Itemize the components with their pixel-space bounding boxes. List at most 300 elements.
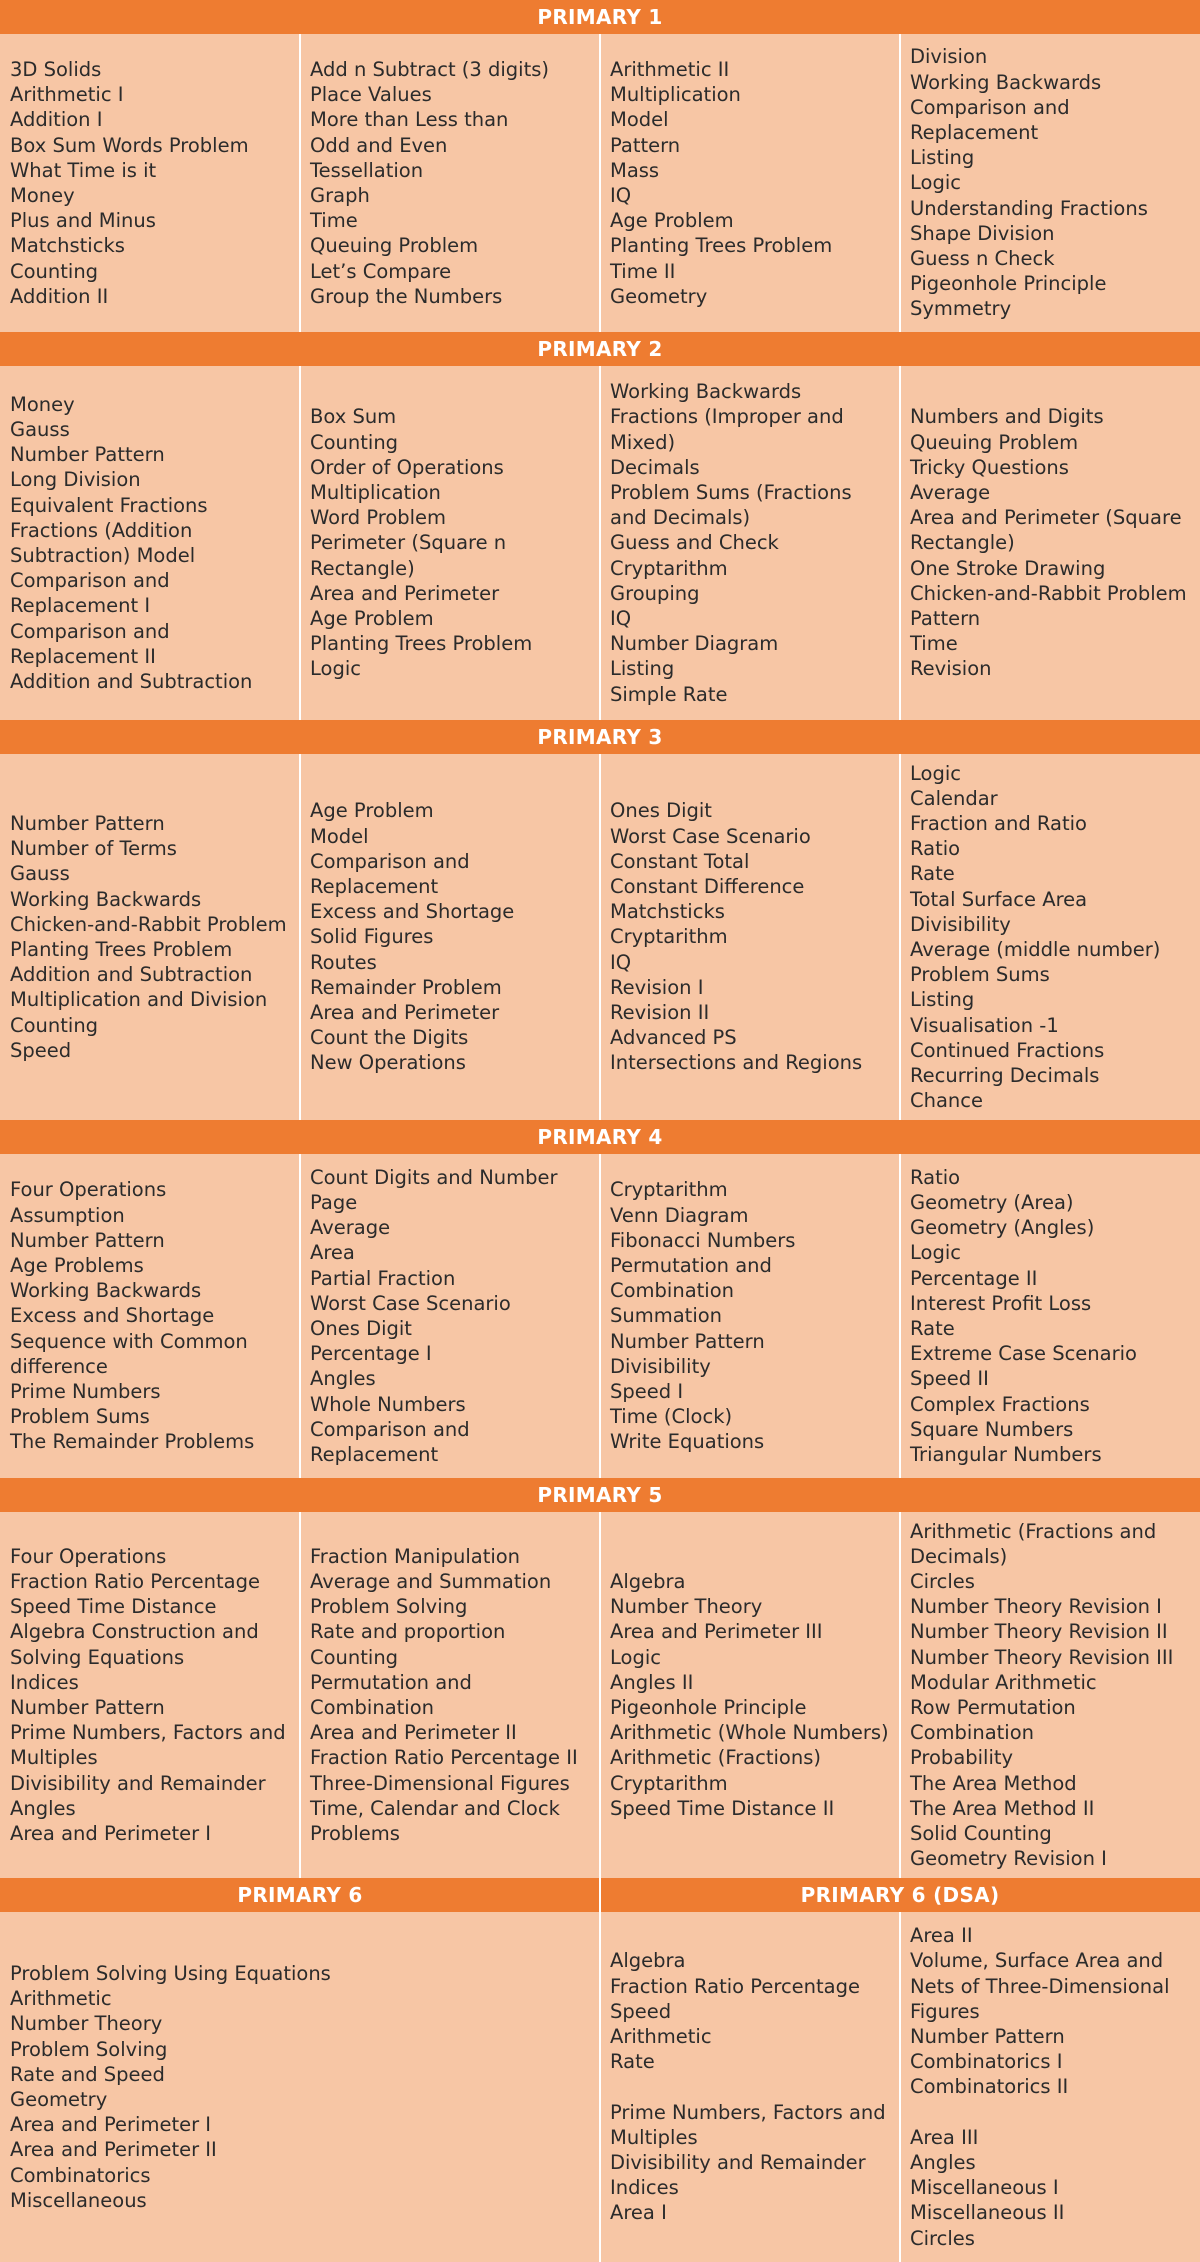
topic-item: Angles — [310, 1367, 376, 1391]
topic-list — [10, 811, 287, 1063]
topic-item: Excess and Shortage — [310, 900, 515, 924]
topic-item: Queuing Problem — [910, 430, 1079, 454]
p4-column-1 — [0, 1154, 300, 1478]
topic-list — [10, 57, 249, 309]
topic-item: Chance — [910, 1089, 984, 1113]
topic-item: Addition and Subtraction — [10, 963, 253, 987]
topic-item: Working Backwards — [10, 1279, 202, 1303]
topic-item: Partial Fraction — [310, 1266, 456, 1290]
section-header-primary-3: PRIMARY 3 — [0, 720, 1200, 754]
topic-item: Graph — [310, 184, 370, 207]
topic-item: Pigeonhole Principle — [910, 272, 1107, 296]
topic-item: Comparison and — [310, 849, 470, 873]
topic-list — [10, 392, 252, 694]
p3-column-4 — [900, 754, 1200, 1120]
topic-list — [910, 1519, 1173, 1872]
topic-item: Mixed) — [610, 430, 676, 454]
topic-item: Combinatorics — [10, 2163, 151, 2187]
topic-item: Replacement — [310, 874, 439, 898]
topic-item: One Stroke Drawing — [910, 556, 1106, 580]
topic-item: Extreme Case Scenario — [910, 1342, 1137, 1366]
list-spacer — [910, 2100, 1170, 2125]
topic-item: Addition and Subtraction — [10, 670, 253, 694]
topic-item: Counting — [310, 430, 399, 454]
topic-item: Write Equations — [610, 1430, 765, 1454]
topic-item: Counting — [310, 1645, 399, 1669]
topic-item: Algebra — [610, 1949, 686, 1973]
topic-item: Number Pattern — [10, 443, 165, 467]
topic-item: Number Theory Revision II — [910, 1620, 1168, 1644]
topic-item: Problem Solving — [310, 1595, 468, 1619]
topic-item: Problem Solving Using Equations — [10, 1961, 331, 1985]
topic-item: Visualisation -1 — [910, 1013, 1059, 1037]
topic-item: Circles — [910, 1569, 975, 1593]
p6-dsa-column-2 — [900, 1912, 1200, 2262]
topic-item: Geometry (Area) — [910, 1190, 1074, 1214]
topic-item: Area and Perimeter I — [10, 2113, 212, 2137]
topic-item: Modular Arithmetic — [910, 1670, 1097, 1694]
topic-item: Divisibility — [610, 1354, 711, 1378]
topic-item: Multiplication — [310, 480, 441, 504]
topic-item: Fraction Ratio Percentage — [610, 1974, 860, 1998]
topic-item: Divisibility and Remainder — [10, 1771, 266, 1795]
list-spacer — [610, 2074, 886, 2099]
topic-item: Speed — [610, 1999, 672, 2023]
topic-item: More than Less than — [310, 108, 509, 132]
topic-item: Geometry — [610, 284, 708, 308]
topic-item: Problem Sums (Fractions — [610, 480, 852, 504]
topic-item: Problem Sums — [10, 1405, 150, 1429]
topic-item: Area and Perimeter II — [10, 2138, 217, 2162]
column-divider — [899, 34, 901, 332]
topic-item: Replacement I — [10, 594, 151, 618]
topic-item: Plus and Minus — [10, 209, 156, 233]
topic-item: Rate — [910, 862, 955, 886]
column-divider — [299, 754, 301, 1120]
topic-item: Area I — [610, 2201, 667, 2225]
topic-item: Logic — [910, 761, 961, 785]
topic-item: Number Pattern — [910, 2025, 1065, 2048]
topic-item: Angles II — [610, 1670, 694, 1694]
topic-item: Ratio — [910, 837, 961, 861]
topic-item: Working Backwards — [910, 70, 1102, 94]
topic-item: What Time is it — [10, 158, 157, 182]
topic-item: Prime Numbers, Factors and — [610, 2100, 886, 2124]
topic-item: Let’s Compare — [310, 259, 452, 283]
topic-item: Number of Terms — [10, 837, 177, 861]
topic-list — [610, 798, 862, 1075]
p4-column-4 — [900, 1154, 1200, 1478]
p1-column-1 — [0, 34, 300, 332]
topic-item: Area and Perimeter (Square — [910, 506, 1182, 530]
topic-item: Geometry — [10, 2088, 108, 2111]
topic-item: Fraction Ratio Percentage — [10, 1569, 260, 1593]
topic-item: The Area Method II — [910, 1796, 1095, 1820]
section-header-primary-2: PRIMARY 2 — [0, 332, 1200, 366]
topic-item: The Remainder Problems — [10, 1430, 255, 1454]
topic-item: Routes — [310, 950, 377, 974]
topic-item: Logic — [910, 171, 961, 195]
topic-item: Gauss — [10, 862, 70, 886]
topic-item: Odd and Even — [310, 133, 448, 157]
topic-item: Time — [310, 209, 358, 233]
topic-item: Number Theory — [610, 1595, 763, 1619]
topic-item: Pigeonhole Principle — [610, 1696, 807, 1719]
topic-list — [310, 404, 532, 681]
topic-item: Cryptarithm — [610, 1771, 728, 1795]
topic-list — [310, 1544, 578, 1846]
topic-list — [910, 761, 1160, 1114]
topic-item: IQ — [610, 950, 632, 974]
topic-item: Whole Numbers — [310, 1392, 466, 1416]
p2-column-4 — [900, 366, 1200, 720]
topic-item: Angles — [910, 2151, 976, 2174]
p1-column-3 — [600, 34, 900, 332]
topic-item: Summation — [610, 1304, 723, 1328]
topic-item: Ones Digit — [610, 799, 712, 823]
topic-item: Equivalent Fractions — [10, 493, 208, 517]
topic-item: Advanced PS — [610, 1026, 737, 1050]
topic-item: Number Theory Revision III — [910, 1645, 1174, 1669]
topic-item: Guess and Check — [610, 531, 779, 555]
topic-item: Indices — [610, 2176, 679, 2200]
topic-item: Interest Profit Loss — [910, 1291, 1092, 1315]
topic-item: Decimals — [610, 455, 700, 479]
topic-item: Shape Division — [910, 221, 1055, 245]
topic-item: and Decimals) — [610, 506, 751, 530]
p5-column-2 — [300, 1512, 600, 1878]
topic-item: Multiples — [610, 2125, 698, 2149]
topic-item: Assumption — [10, 1203, 125, 1227]
topic-item: Number Theory Revision I — [910, 1595, 1162, 1619]
topic-item: Divisibility — [910, 912, 1011, 936]
topic-item: Comparison and — [910, 95, 1070, 119]
topic-item: Four Operations — [10, 1544, 167, 1568]
topic-item: Calendar — [910, 786, 998, 810]
topic-item: Miscellaneous — [10, 2188, 147, 2212]
topic-item: Matchsticks — [10, 234, 125, 258]
topic-item: Area and Perimeter — [310, 581, 500, 605]
topic-item: Box Sum Words Problem — [10, 133, 249, 157]
p1-column-2 — [300, 34, 600, 332]
topic-item: Age Problem — [310, 607, 434, 630]
topic-item: Area and Perimeter III — [610, 1620, 823, 1644]
topic-item: Group the Numbers — [310, 284, 503, 308]
topic-item: Arithmetic (Whole Numbers) — [610, 1721, 889, 1745]
topic-item: Working Backwards — [10, 887, 202, 911]
topic-item: Area II — [910, 1924, 973, 1948]
p2-column-2 — [300, 366, 600, 720]
topic-item: Multiplication and Division — [10, 988, 268, 1012]
topic-item: Planting Trees Problem — [310, 632, 533, 656]
topic-item: Queuing Problem — [310, 234, 479, 258]
topic-list — [610, 379, 852, 707]
topic-item: Total Surface Area — [910, 887, 1088, 911]
topic-item: Nets of Three-Dimensional — [910, 1974, 1170, 1998]
column-divider — [599, 34, 601, 332]
topic-item: Combination — [910, 1721, 1034, 1745]
topic-list — [310, 1165, 558, 1467]
topic-item: Fractions (Improper and — [610, 405, 844, 429]
topic-item: Speed — [10, 1038, 72, 1062]
topic-item: Planting Trees Problem — [610, 234, 833, 258]
topic-item: Intersections and Regions — [610, 1051, 863, 1075]
topic-item: Divisibility and Remainder — [610, 2151, 866, 2174]
topic-list — [910, 1165, 1137, 1467]
topic-item: Sequence with Common — [10, 1329, 248, 1353]
topic-item: Combination — [610, 1279, 734, 1303]
topic-item: Angles — [10, 1796, 76, 1820]
topic-item: Time, Calendar and Clock — [310, 1796, 560, 1820]
topic-item: Page — [310, 1190, 358, 1214]
topic-item: Decimals) — [910, 1544, 1008, 1568]
topic-item: Indices — [10, 1670, 79, 1694]
p3-column-2 — [300, 754, 600, 1120]
topic-list — [310, 798, 514, 1075]
topic-item: IQ — [610, 184, 632, 207]
topic-item: Number Pattern — [10, 1696, 165, 1719]
topic-list — [10, 1177, 254, 1454]
p5-column-1 — [0, 1512, 300, 1878]
topic-item: Cryptarithm — [610, 1178, 728, 1202]
topic-item: Time (Clock) — [610, 1405, 733, 1429]
topic-item: Tessellation — [310, 158, 424, 182]
topic-item: Square Numbers — [910, 1417, 1074, 1441]
topic-list — [910, 44, 1148, 321]
column-divider — [899, 1912, 901, 2262]
p4-column-2 — [300, 1154, 600, 1478]
p1-column-4 — [900, 34, 1200, 332]
p3-column-1 — [0, 754, 300, 1120]
topic-item: Understanding Fractions — [910, 196, 1148, 220]
topic-item: Counting — [10, 259, 99, 283]
topic-item: Worst Case Scenario — [310, 1291, 511, 1315]
topic-item: Ratio — [910, 1165, 961, 1189]
topic-item: Subtraction) Model — [10, 544, 196, 567]
topic-list — [10, 1961, 331, 2213]
topic-list — [910, 1923, 1170, 2251]
topic-item: Average — [310, 1216, 391, 1240]
topic-item: Algebra Construction and — [10, 1620, 259, 1644]
column-divider — [299, 1154, 301, 1478]
topic-item: Perimeter (Square n — [310, 531, 507, 555]
topic-item: Cryptarithm — [610, 556, 728, 580]
topic-item: Permutation and — [310, 1670, 472, 1694]
topic-item: Constant Total — [610, 849, 750, 873]
topic-item: Revision II — [610, 1001, 710, 1024]
topic-item: Numbers and Digits — [910, 405, 1104, 429]
topic-item: Area and Perimeter II — [310, 1721, 517, 1745]
topic-item: Prime Numbers, Factors and — [10, 1721, 286, 1745]
topic-item: Replacement — [310, 1443, 439, 1467]
topic-item: New Operations — [310, 1051, 466, 1075]
topic-item: Number Pattern — [10, 811, 165, 835]
topic-item: Age Problem — [310, 799, 434, 823]
section-header-primary-5: PRIMARY 5 — [0, 1478, 1200, 1512]
topic-item: IQ — [610, 607, 632, 630]
topic-item: Rate — [910, 1317, 955, 1340]
topic-item: Venn Diagram — [610, 1203, 749, 1227]
topic-item: Chicken-and-Rabbit Problem — [910, 581, 1187, 605]
column-divider — [599, 1878, 601, 2262]
topic-item: Four Operations — [10, 1178, 167, 1202]
topic-item: Probability — [910, 1746, 1014, 1770]
p2-column-3 — [600, 366, 900, 720]
topic-item: Count the Digits — [310, 1026, 469, 1050]
p3-column-3 — [600, 754, 900, 1120]
topic-item: Addition II — [10, 284, 109, 308]
topic-item: Working Backwards — [610, 380, 802, 404]
p6-column-1 — [0, 1912, 600, 2262]
topic-item: Listing — [910, 988, 975, 1012]
topic-item: Grouping — [610, 581, 700, 605]
topic-item: Listing — [610, 657, 675, 681]
p2-column-1 — [0, 366, 300, 720]
topic-item: Model — [610, 108, 669, 132]
topic-item: Miscellaneous II — [910, 2201, 1065, 2225]
topic-item: Worst Case Scenario — [610, 824, 811, 848]
topic-item: Mass — [610, 158, 660, 182]
topic-item: Prime Numbers — [10, 1380, 161, 1403]
topic-item: Add n Subtract (3 digits) — [310, 57, 550, 81]
p4-column-3 — [600, 1154, 900, 1478]
topic-item: Replacement — [910, 120, 1039, 144]
topic-item: Combination — [310, 1696, 434, 1719]
topic-item: Money — [10, 392, 75, 416]
topic-item: Division — [910, 45, 988, 69]
topic-item: Age Problems — [10, 1253, 144, 1277]
topic-item: Solid Counting — [910, 1822, 1052, 1846]
topic-item: Time — [910, 632, 958, 656]
topic-item: Combinatorics II — [910, 2075, 1069, 2099]
topic-item: Number Diagram — [610, 632, 779, 656]
topic-list — [610, 1948, 886, 2225]
topic-item: Recurring Decimals — [910, 1064, 1100, 1088]
topic-item: Gauss — [10, 417, 70, 441]
topic-item: Fraction and Ratio — [910, 811, 1087, 835]
topic-item: Ones Digit — [310, 1317, 412, 1340]
topic-item: Excess and Shortage — [10, 1304, 215, 1328]
topic-item: Constant Difference — [610, 874, 805, 898]
topic-item: Remainder Problem — [310, 975, 502, 999]
topic-item: Place Values — [310, 83, 432, 107]
topic-item: Matchsticks — [610, 900, 725, 924]
topic-item: Miscellaneous I — [910, 2176, 1059, 2200]
topic-item: Geometry Revision I — [910, 1847, 1107, 1871]
topic-item: Time II — [610, 259, 676, 283]
topic-item: Volume, Surface Area and — [910, 1949, 1164, 1973]
topic-item: Simple Rate — [610, 682, 728, 706]
topic-item: Symmetry — [910, 297, 1012, 321]
topic-item: Problem Solving — [10, 2037, 168, 2061]
column-divider — [299, 1512, 301, 1878]
topic-item: Area III — [910, 2125, 979, 2149]
topic-item: Arithmetic — [10, 1987, 112, 2011]
topic-item: Speed II — [910, 1367, 989, 1391]
topic-item: Pattern — [910, 607, 981, 630]
topic-item: Rate and proportion — [310, 1620, 506, 1644]
topic-list — [10, 1544, 286, 1846]
topic-item: 3D Solids — [10, 57, 102, 81]
topic-item: Area — [310, 1241, 355, 1265]
topic-item: Fraction Manipulation — [310, 1544, 521, 1568]
topic-item: Problems — [310, 1822, 400, 1846]
topic-item: Word Problem — [310, 506, 447, 530]
topic-item: Cryptarithm — [610, 925, 728, 949]
topic-item: Arithmetic (Fractions) — [610, 1746, 821, 1770]
topic-item: Number Pattern — [610, 1329, 765, 1353]
topic-item: Box Sum — [310, 405, 397, 429]
topic-list — [310, 57, 549, 309]
topic-item: Average — [910, 480, 991, 504]
topic-item: Comparison and — [310, 1417, 470, 1441]
topic-item: Counting — [10, 1013, 99, 1037]
topic-item: Geometry (Angles) — [910, 1216, 1095, 1240]
topic-item: Revision — [910, 657, 992, 681]
topic-item: Fibonacci Numbers — [610, 1228, 796, 1252]
column-divider — [899, 1154, 901, 1478]
topic-item: Tricky Questions — [910, 455, 1069, 479]
topic-list — [910, 404, 1187, 681]
topic-item: Number Pattern — [10, 1228, 165, 1252]
topic-item: Comparison and — [10, 619, 170, 643]
topic-item: Multiplication — [610, 83, 741, 107]
topic-list — [610, 1177, 795, 1454]
column-divider — [599, 1154, 601, 1478]
topic-item: Planting Trees Problem — [10, 938, 233, 961]
topic-item: Multiples — [10, 1746, 98, 1770]
column-divider — [899, 366, 901, 720]
column-divider — [299, 366, 301, 720]
section-header-primary-4: PRIMARY 4 — [0, 1120, 1200, 1154]
topic-item: Addition I — [10, 108, 103, 132]
topic-item: Percentage I — [310, 1342, 432, 1366]
topic-item: Count Digits and Number — [310, 1165, 558, 1189]
column-divider — [899, 754, 901, 1120]
topic-item: Speed Time Distance — [10, 1595, 217, 1619]
topic-item: Rate — [610, 2050, 655, 2074]
p5-column-3 — [600, 1512, 900, 1878]
topic-item: Pattern — [610, 133, 681, 157]
topic-item: The Area Method — [910, 1771, 1077, 1795]
column-divider — [299, 34, 301, 332]
topic-item: Arithmetic I — [10, 83, 124, 107]
topic-item: Area and Perimeter I — [10, 1822, 212, 1846]
topic-item: Figures — [910, 1999, 980, 2023]
topic-item: Revision I — [610, 975, 704, 999]
column-divider — [599, 754, 601, 1120]
column-divider — [599, 1512, 601, 1878]
topic-item: Listing — [910, 146, 975, 170]
topic-item: Three-Dimensional Figures — [310, 1771, 570, 1795]
column-divider — [899, 1512, 901, 1878]
topic-item: Arithmetic — [610, 2025, 712, 2048]
topic-item: difference — [10, 1354, 108, 1378]
section-header-primary-6-dsa: PRIMARY 6 (DSA) — [600, 1878, 1200, 1912]
topic-item: Circles — [910, 2226, 975, 2250]
topic-item: Number Theory — [10, 2012, 163, 2036]
topic-item: Average and Summation — [310, 1569, 552, 1593]
section-header-primary-1: PRIMARY 1 — [0, 0, 1200, 34]
topic-item: Rectangle) — [310, 556, 415, 580]
topic-item: Average (middle number) — [910, 938, 1161, 961]
topic-item: Combinatorics I — [910, 2050, 1063, 2074]
topic-item: Replacement II — [10, 644, 156, 668]
topic-item: Arithmetic II — [610, 57, 730, 81]
topic-item: Long Division — [10, 468, 141, 492]
topic-item: Area and Perimeter — [310, 1001, 500, 1024]
topic-item: Complex Fractions — [910, 1392, 1090, 1416]
